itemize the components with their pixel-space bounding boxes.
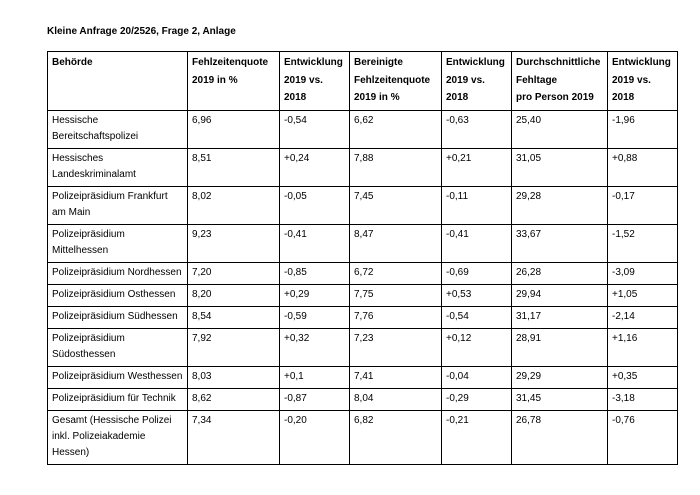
- column-header-3: [280, 52, 350, 111]
- document-title: Kleine Anfrage 20/2526, Frage 2, Anlage: [47, 26, 236, 37]
- column-header-line: 2019 vs.: [446, 74, 485, 86]
- value-cell: 7,92: [188, 328, 280, 366]
- value-cell: +0,53: [442, 284, 512, 306]
- value-cell: 8,04: [350, 388, 442, 410]
- value-cell: -0,85: [280, 262, 350, 284]
- value-cell: +0,21: [442, 148, 512, 186]
- value-cell: 8,54: [188, 306, 280, 328]
- value-cell: 6,82: [350, 410, 442, 464]
- authority-cell: Polizeipräsidium Frankfurt am Main: [48, 186, 188, 224]
- value-cell: 7,88: [350, 148, 442, 186]
- value-cell: 8,02: [188, 186, 280, 224]
- value-cell: +0,32: [280, 328, 350, 366]
- column-header-7: [608, 52, 678, 111]
- column-header-line: Bereinigte: [354, 57, 403, 68]
- table-row: [48, 284, 678, 306]
- column-header-1: [48, 52, 188, 111]
- column-header-line: Fehlzeitenquote: [192, 57, 269, 68]
- value-cell: 7,76: [350, 306, 442, 328]
- value-cell: -0,21: [442, 410, 512, 464]
- value-cell: -1,96: [608, 110, 678, 148]
- authority-cell: Polizeipräsidium für Technik: [48, 388, 188, 410]
- value-cell: -0,59: [280, 306, 350, 328]
- column-header-line: 2019 in %: [192, 74, 238, 86]
- value-cell: 8,20: [188, 284, 280, 306]
- column-header-line: 2018: [284, 92, 307, 103]
- value-cell: -0,54: [442, 306, 512, 328]
- column-header-line: pro Person 2019: [516, 92, 594, 103]
- value-cell: -0,41: [280, 224, 350, 262]
- column-header-line: Durchschnittliche: [516, 57, 601, 68]
- column-header-2: [188, 52, 280, 111]
- authority-cell: Gesamt (Hessische Polizei inkl. Polizeiakademie Hessen): [48, 410, 188, 464]
- value-cell: 7,23: [350, 328, 442, 366]
- value-cell: +0,35: [608, 366, 678, 388]
- column-header-line: Entwicklung: [612, 57, 671, 68]
- column-header-line: Entwicklung: [284, 57, 343, 68]
- value-cell: 29,28: [512, 186, 608, 224]
- absence-table: [47, 51, 678, 465]
- column-header-line: 2019 in %: [354, 92, 400, 103]
- value-cell: 33,67: [512, 224, 608, 262]
- value-cell: -0,54: [280, 110, 350, 148]
- table-row: [48, 186, 678, 224]
- value-cell: -0,20: [280, 410, 350, 464]
- value-cell: +0,24: [280, 148, 350, 186]
- value-cell: +0,88: [608, 148, 678, 186]
- column-header-6: [512, 52, 608, 111]
- column-header-line: 2019 vs.: [612, 74, 651, 86]
- value-cell: -1,52: [608, 224, 678, 262]
- value-cell: 8,47: [350, 224, 442, 262]
- value-cell: 7,75: [350, 284, 442, 306]
- value-cell: 26,78: [512, 410, 608, 464]
- authority-cell: Polizeipräsidium Nordhessen: [48, 262, 188, 284]
- value-cell: -0,87: [280, 388, 350, 410]
- column-header-4: [350, 52, 442, 111]
- table-row: [48, 224, 678, 262]
- column-header-line: Fehlzeitenquote: [354, 74, 431, 86]
- value-cell: -0,05: [280, 186, 350, 224]
- column-header-line: 2018: [446, 92, 469, 103]
- table-row: [48, 110, 678, 148]
- value-cell: +0,29: [280, 284, 350, 306]
- value-cell: -0,63: [442, 110, 512, 148]
- value-cell: 31,17: [512, 306, 608, 328]
- value-cell: -0,17: [608, 186, 678, 224]
- table-row: [48, 366, 678, 388]
- value-cell: -0,11: [442, 186, 512, 224]
- table-body: [48, 110, 678, 464]
- value-cell: 7,45: [350, 186, 442, 224]
- authority-cell: Polizeipräsidium Osthessen: [48, 284, 188, 306]
- column-header-5: [442, 52, 512, 111]
- value-cell: 28,91: [512, 328, 608, 366]
- value-cell: -0,41: [442, 224, 512, 262]
- value-cell: +0,12: [442, 328, 512, 366]
- value-cell: 6,96: [188, 110, 280, 148]
- value-cell: -0,69: [442, 262, 512, 284]
- value-cell: +1,16: [608, 328, 678, 366]
- column-header-line: Fehltage: [516, 74, 558, 86]
- authority-cell: Polizeipräsidium Südosthessen: [48, 328, 188, 366]
- table-row: [48, 262, 678, 284]
- authority-cell: Hessische Bereitschaftspolizei: [48, 110, 188, 148]
- value-cell: -0,76: [608, 410, 678, 464]
- value-cell: 8,51: [188, 148, 280, 186]
- value-cell: 26,28: [512, 262, 608, 284]
- authority-cell: Hessisches Landeskriminalamt: [48, 148, 188, 186]
- column-header-line: Entwicklung: [446, 57, 505, 68]
- value-cell: +1,05: [608, 284, 678, 306]
- value-cell: 8,62: [188, 388, 280, 410]
- value-cell: -3,09: [608, 262, 678, 284]
- value-cell: -2,14: [608, 306, 678, 328]
- value-cell: -0,04: [442, 366, 512, 388]
- value-cell: 6,72: [350, 262, 442, 284]
- value-cell: 7,20: [188, 262, 280, 284]
- value-cell: +0,1: [280, 366, 350, 388]
- value-cell: 29,29: [512, 366, 608, 388]
- value-cell: 7,41: [350, 366, 442, 388]
- authority-cell: Polizeipräsidium Mittelhessen: [48, 224, 188, 262]
- table-row: [48, 306, 678, 328]
- value-cell: 31,05: [512, 148, 608, 186]
- table-row: [48, 410, 678, 464]
- value-cell: 9,23: [188, 224, 280, 262]
- value-cell: 8,03: [188, 366, 280, 388]
- value-cell: 25,40: [512, 110, 608, 148]
- table-row: [48, 148, 678, 186]
- table-row: [48, 388, 678, 410]
- value-cell: 6,62: [350, 110, 442, 148]
- value-cell: -3,18: [608, 388, 678, 410]
- value-cell: 29,94: [512, 284, 608, 306]
- authority-cell: Polizeipräsidium Westhessen: [48, 366, 188, 388]
- column-header-line: 2018: [612, 92, 635, 103]
- value-cell: -0,29: [442, 388, 512, 410]
- table-row: [48, 328, 678, 366]
- column-header-line: Behörde: [52, 57, 93, 68]
- authority-cell: Polizeipräsidium Südhessen: [48, 306, 188, 328]
- column-header-line: 2019 vs.: [284, 74, 323, 86]
- header-row: [48, 52, 678, 111]
- value-cell: 7,34: [188, 410, 280, 464]
- value-cell: 31,45: [512, 388, 608, 410]
